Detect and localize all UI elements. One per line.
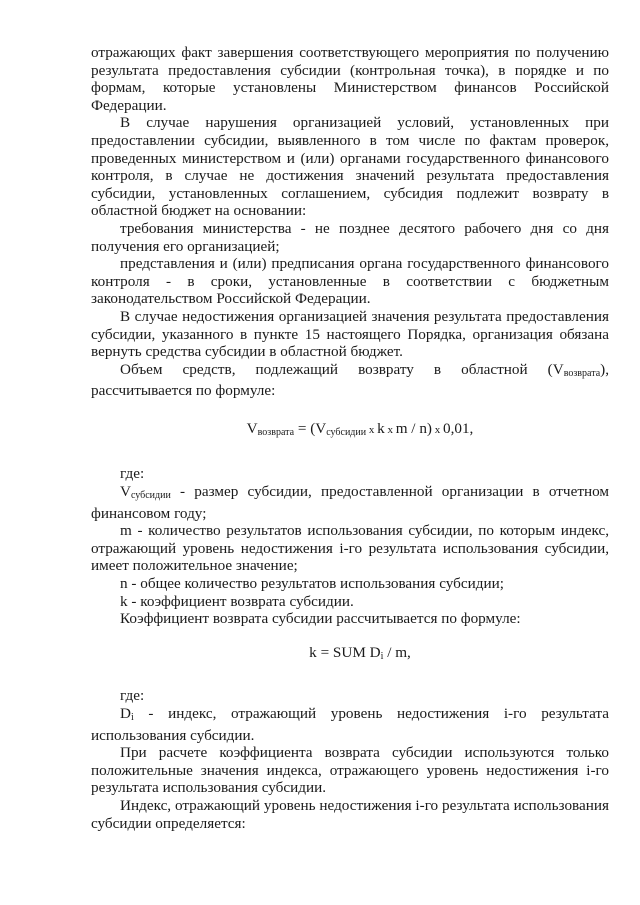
paragraph-positive-values: При расчете коэффициента возврата субсидии используются только положительные значения индекса, отражающего уровень недостижения i-го результата использования субсидии. [91,744,609,797]
definition-d-letter: D [120,705,131,722]
formula2-subscript: i [380,650,384,662]
where-label-2: где: [120,687,145,705]
formula-times-3: x [431,423,443,436]
definition-v-text: - размер субсидии, предоставленной организации в отчетном финансовом году; [91,483,609,522]
definition-v: V [120,483,131,501]
paragraph-violation: В случае нарушения организацией условий, установленных при предоставлении субсидии, выявленного в том числе по фактам проверок, проведенных министерством и (или) органами государственного финансового контроля, в случае не достижения значений результата предоставления субсидии, установленных соглашением, субсидия подлежит возврату в областной бюджет на основании: [91,114,609,220]
definition-v-subsidy [91,483,609,522]
paragraph-return-volume [91,361,609,400]
paragraph-ministry-requirement: требования министерства - не позднее десятого рабочего дня со дня получения его организацией; [91,219,609,255]
formula2-end: / m, [383,643,411,661]
paragraph-control-point: отражающих факт завершения соответствующего мероприятия по получению результата предоставления субсидии (контрольная точка), в порядке и по формам, которые установлены Министерством финансов Российской Федерации. [91,44,609,114]
definition-k: k - коэффициент возврата субсидии. [120,592,354,610]
formula-v-subscript: возврата [257,426,295,438]
return-volume-text: Объем средств, подлежащий возврату в областной (V [120,360,564,378]
formula-coefficient: 0,01, [442,419,474,437]
formula-k: k [377,419,385,437]
definition-d-text: - индекс, отражающий уровень недостижения i-го результата использования субсидии. [91,705,609,744]
formula2-main: k = SUM D [309,643,381,661]
document-page [91,44,609,832]
definition-n: n - общее количество результатов использования субсидии; [120,575,504,593]
definition-d-subscript: i [130,712,134,723]
formula-m-n: m / n) [395,419,432,437]
return-volume-subscript: возврата [563,367,601,379]
formula-subsidy-subscript: субсидии [326,426,367,438]
formula-v: V [246,419,258,437]
formula-coefficient-k [91,644,609,666]
formula-times-2: x [384,423,396,436]
formula-eq: = (V [294,419,327,437]
return-volume-text-end: ), рассчитывается по формуле: [91,360,609,400]
formula-return-volume [91,420,609,442]
paragraph-control-order: представления и (или) предписания органа государственного финансового контроля - в сроки, установленные в соответствии с бюджетным законодательством Российской Федерации. [91,255,609,308]
coefficient-intro: Коэффициент возврата субсидии рассчитывается по формуле: [120,610,521,628]
definition-v-subscript: субсидии [130,490,171,502]
paragraph-non-achievement: В случае недостижения организацией значения результата предоставления субсидии, указанного в пункте 15 настоящего Порядка, организация обязана вернуть средства субсидии в областной бюджет. [91,307,609,361]
definition-m: m - количество результатов использования субсидии, по которым индекс, отражающий уровень недостижения i-го результата использования субсидии, имеет положительное значение; [91,522,609,575]
paragraph-index-determined: Индекс, отражающий уровень недостижения i-го результата использования субсидии определяется: [91,796,609,832]
where-label-1: где: [120,465,145,483]
formula-times-1: x [366,423,378,436]
definition-d [91,705,609,744]
